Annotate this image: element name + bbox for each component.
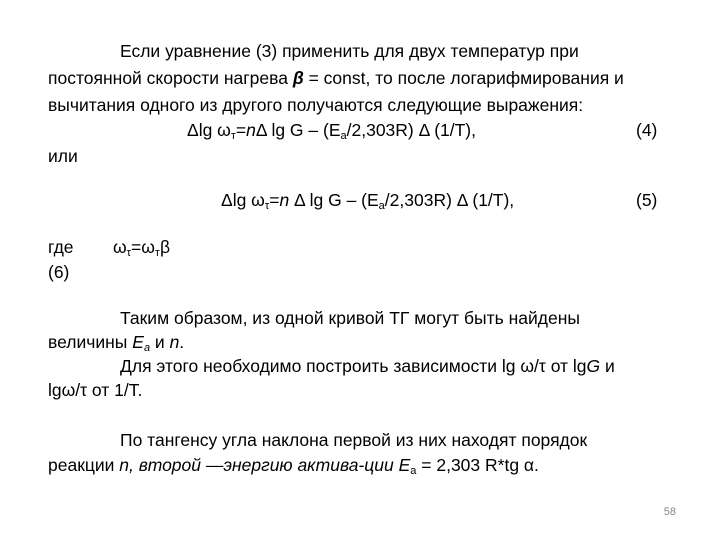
equation-5-number: (5) [636,190,658,210]
variable-n: n [169,332,180,352]
variable-n: n [279,190,290,210]
text: величины [48,332,133,352]
paragraph-2-line-1: Таким образом, из одной кривой ТГ могут быть найдены [120,308,580,328]
paragraph-2-line-2 [48,332,184,359]
equation-4-number: (4) [636,120,658,140]
text: ω [113,237,127,257]
text: и [150,332,170,352]
paragraph-3-line-2 [48,455,539,482]
subscript: т [154,247,160,259]
paragraph-1-line-3: вычитания одного из другого получаются следующие выражения: [48,95,584,115]
variable-n: n [246,120,256,140]
text: Δlg ω [221,190,265,210]
text: β [159,237,171,257]
paragraph-3-line-1: По тангенсу угла наклона первой из них находят порядок [120,430,588,450]
text: =ω [131,237,155,257]
text: . [179,332,185,352]
subscript: a [410,465,417,477]
equation-5 [221,190,514,217]
where-label: где [48,237,74,257]
text: = [269,190,280,210]
equation-6-number: (6) [48,262,70,282]
page-number: 58 [663,506,676,518]
text: /2,303R) Δ (1/T), [346,120,476,140]
text: = 2,303 R*tg α. [416,455,539,475]
text: Δlg ω [187,120,231,140]
text: постоянной скорости нагрева [48,68,293,88]
subscript: a [378,200,385,212]
text: и [600,356,615,376]
subscript: т [230,130,236,142]
paragraph-2-line-3 [120,356,615,377]
variable-e: E [132,332,144,352]
text: Δ lg G – (E [289,190,379,210]
paragraph-1-line-1: Если уравнение (3) применить для двух температур при [120,41,579,61]
variable-n: n [119,455,130,475]
equation-4 [187,120,476,147]
paragraph-2-line-4: lgω/τ от 1/T. [48,380,143,400]
text: Для этого необходимо построить зависимости lg ω/τ от lg [120,356,587,376]
subscript: a [143,342,151,354]
variable-g: G [586,356,601,376]
or-label: или [48,146,78,166]
text: реакции [48,455,120,475]
subscript: τ [264,200,270,212]
text: = const, то после логарифмирования и [303,68,624,88]
equation-6 [113,237,170,264]
paragraph-1-line-2 [48,68,624,89]
text: , второй —энергию актива-ции E [129,455,411,475]
text: Δ lg G – (E [255,120,341,140]
text: = [235,120,247,140]
text: /2,303R) Δ (1/T), [384,190,515,210]
subscript: a [340,130,347,142]
beta-symbol: β [292,68,304,88]
subscript: τ [126,247,132,259]
